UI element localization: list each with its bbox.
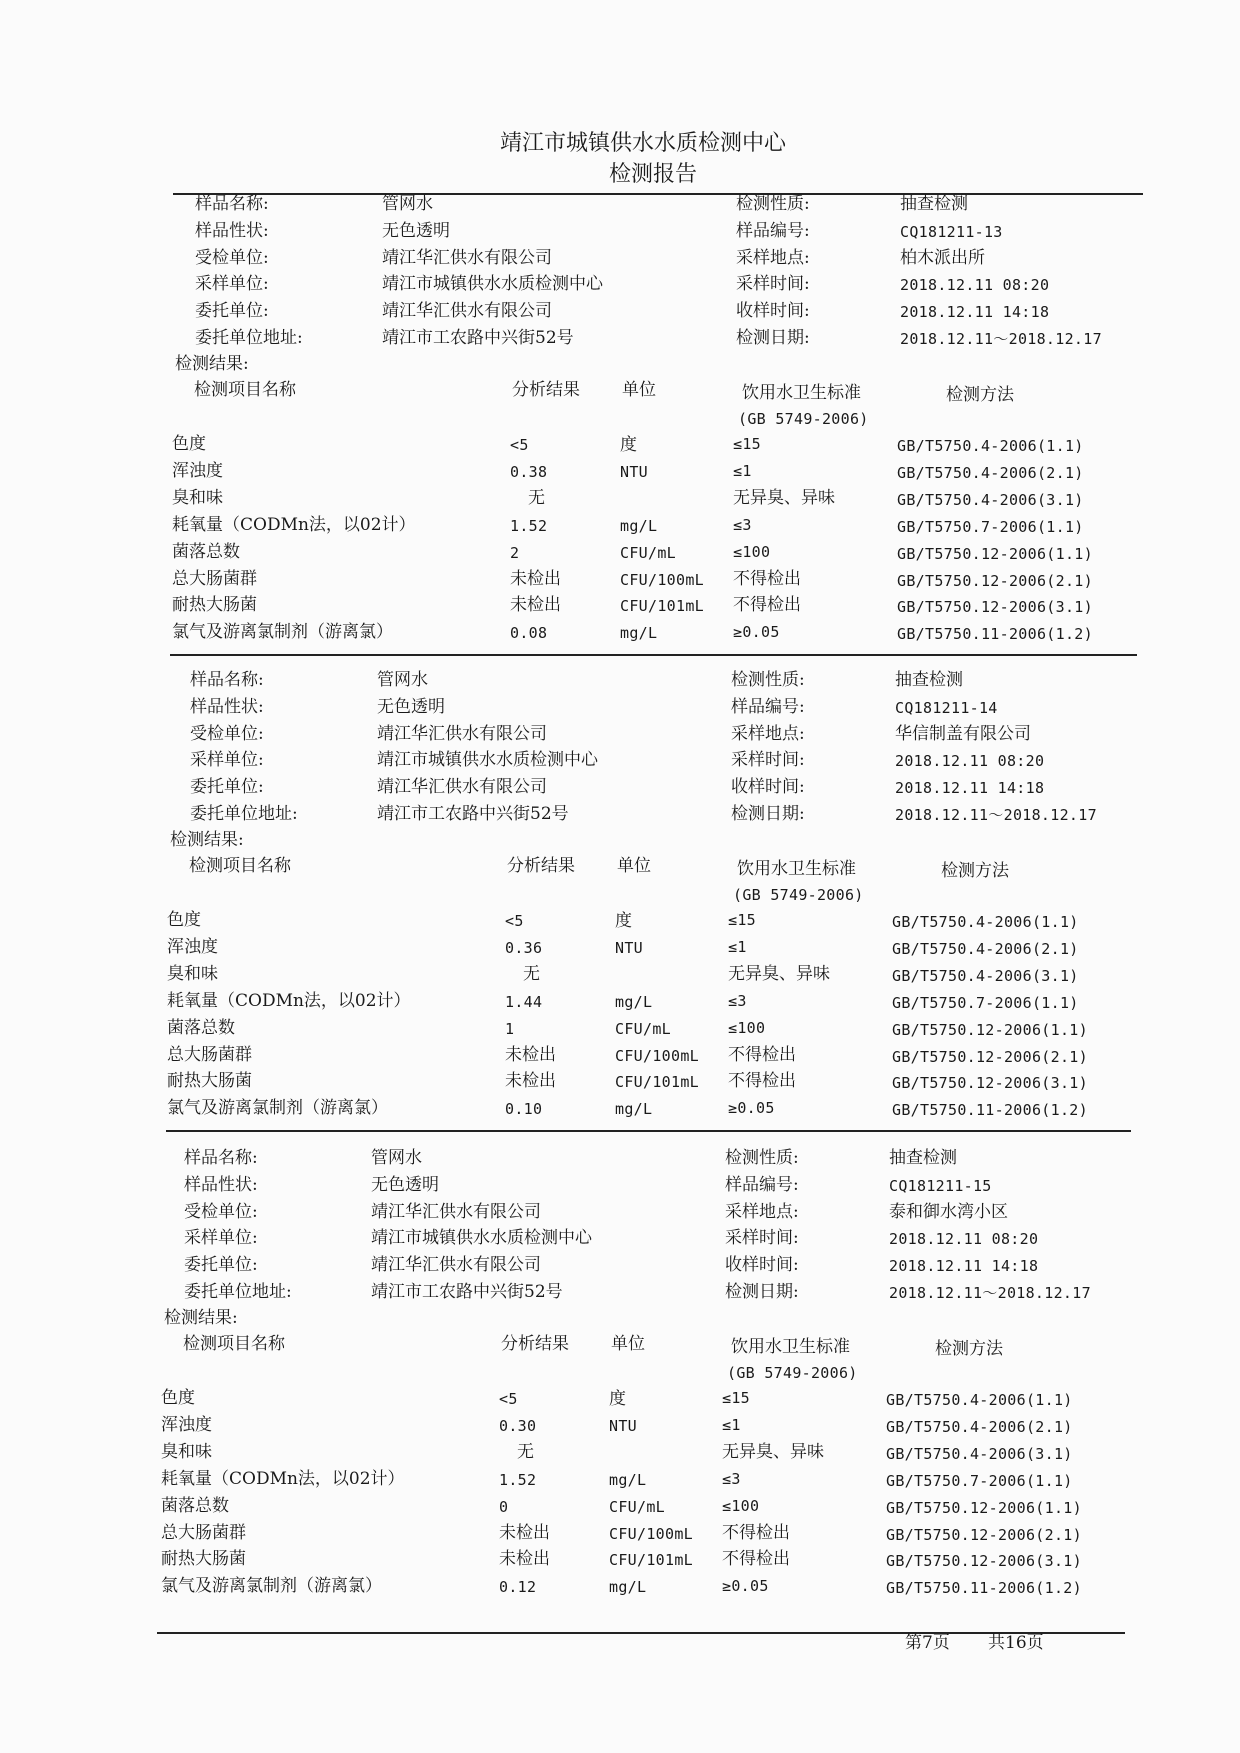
receive-time-label: 收样时间: xyxy=(736,301,810,322)
result-standard: 不得检出 xyxy=(722,1549,790,1570)
sampling-time-value: 2018.12.11 08:20 xyxy=(900,276,1050,295)
result-item: 氯气及游离氯制剂（游离氯） xyxy=(172,622,393,643)
result-unit: CFU/101mL xyxy=(620,597,704,616)
result-item: 耗氧量（CODMn法，以02计） xyxy=(161,1468,405,1489)
col-header-standard: 饮用水卫生标准 xyxy=(737,859,856,879)
client-addr-value: 靖江市工农路中兴街52号 xyxy=(371,1282,563,1302)
client-unit-value: 靖江华汇供水有限公司 xyxy=(382,301,552,322)
result-standard: 不得检出 xyxy=(733,595,801,616)
sampling-unit-label: 采样单位: xyxy=(184,1228,258,1249)
report-subtitle: 检测报告 xyxy=(609,162,698,187)
result-standard: 无异臭、异味 xyxy=(733,487,835,508)
result-value: 1 xyxy=(505,1019,515,1038)
section-rule xyxy=(173,193,1143,195)
sampling-site-value: 华信制盖有限公司 xyxy=(895,723,1031,744)
result-value: 0.36 xyxy=(505,938,543,957)
col-header-result: 分析结果 xyxy=(501,1334,569,1354)
result-unit: 度 xyxy=(620,435,637,455)
sample-state-label: 样品性状: xyxy=(190,696,264,717)
test-date-label: 检测日期: xyxy=(736,328,810,348)
sample-state-label: 样品性状: xyxy=(184,1174,258,1195)
result-standard: ≤15 xyxy=(733,435,761,453)
client-unit-value: 靖江华汇供水有限公司 xyxy=(371,1255,541,1276)
result-standard: 无异臭、异味 xyxy=(728,963,830,984)
result-method: GB/T5750.4-2006(2.1) xyxy=(892,939,1079,958)
result-value: 0.30 xyxy=(499,1416,537,1435)
result-method: GB/T5750.12-2006(3.1) xyxy=(886,1552,1082,1571)
inspected-unit-label: 受检单位: xyxy=(190,723,264,744)
inspected-unit-label: 受检单位: xyxy=(195,247,269,268)
result-standard: 不得检出 xyxy=(722,1522,790,1543)
col-header-standard-ref: (GB 5749-2006) xyxy=(738,410,869,428)
result-method: GB/T5750.12-2006(1.1) xyxy=(886,1498,1082,1517)
result-standard: 不得检出 xyxy=(733,568,801,589)
col-header-standard: 饮用水卫生标准 xyxy=(731,1337,850,1357)
receive-time-value: 2018.12.11 14:18 xyxy=(895,779,1045,798)
result-item: 浑浊度 xyxy=(167,936,218,957)
col-header-item: 检测项目名称 xyxy=(189,856,291,876)
sample-state-value: 无色透明 xyxy=(382,220,450,241)
col-header-standard-ref: (GB 5749-2006) xyxy=(727,1364,858,1382)
result-item: 菌落总数 xyxy=(167,1017,235,1038)
result-item: 总大肠菌群 xyxy=(172,568,257,589)
result-unit: mg/L xyxy=(609,1470,647,1489)
result-item: 总大肠菌群 xyxy=(167,1044,252,1065)
result-standard: ≥0.05 xyxy=(728,1099,775,1118)
inspected-unit-value: 靖江华汇供水有限公司 xyxy=(371,1201,541,1222)
result-item: 浑浊度 xyxy=(172,460,223,481)
result-unit: CFU/mL xyxy=(615,1019,671,1038)
test-nature-label: 检测性质: xyxy=(731,670,805,690)
test-nature-label: 检测性质: xyxy=(736,194,810,214)
result-unit: CFU/100mL xyxy=(620,570,704,589)
sampling-unit-value: 靖江市城镇供水水质检测中心 xyxy=(377,750,598,771)
sampling-time-label: 采样时间: xyxy=(725,1228,799,1249)
result-method: GB/T5750.4-2006(2.1) xyxy=(886,1417,1073,1436)
receive-time-label: 收样时间: xyxy=(725,1255,799,1276)
results-label: 检测结果: xyxy=(175,354,249,374)
result-method: GB/T5750.4-2006(3.1) xyxy=(892,966,1079,985)
test-nature-value: 抽查检测 xyxy=(889,1148,957,1168)
client-addr-value: 靖江市工农路中兴街52号 xyxy=(377,804,569,824)
result-unit: NTU xyxy=(609,1416,637,1435)
result-value: 未检出 xyxy=(505,1071,556,1092)
client-addr-label: 委托单位地址: xyxy=(195,328,303,348)
col-header-standard: 饮用水卫生标准 xyxy=(742,383,861,403)
sampling-site-label: 采样地点: xyxy=(736,247,810,268)
results-label: 检测结果: xyxy=(164,1308,238,1328)
result-item: 臭和味 xyxy=(167,963,218,984)
sampling-site-value: 柏木派出所 xyxy=(900,247,985,268)
result-standard: ≤1 xyxy=(733,461,752,480)
col-header-result: 分析结果 xyxy=(507,856,575,876)
result-item: 臭和味 xyxy=(172,487,223,508)
result-unit: NTU xyxy=(620,462,648,481)
result-standard: ≤1 xyxy=(722,1415,741,1434)
result-unit: mg/L xyxy=(609,1578,647,1597)
col-header-method: 检测方法 xyxy=(941,861,1009,881)
result-method: GB/T5750.4-2006(1.1) xyxy=(886,1391,1073,1409)
result-item: 色度 xyxy=(167,910,201,930)
result-value: 未检出 xyxy=(510,595,561,616)
result-item: 耐热大肠菌 xyxy=(172,595,257,616)
result-method: GB/T5750.11-2006(1.2) xyxy=(886,1579,1082,1598)
result-value: 0 xyxy=(499,1497,509,1516)
client-unit-label: 委托单位: xyxy=(195,301,269,322)
result-unit: mg/L xyxy=(615,992,653,1011)
result-item: 耐热大肠菌 xyxy=(161,1549,246,1570)
receive-time-value: 2018.12.11 14:18 xyxy=(900,303,1050,322)
result-standard: 不得检出 xyxy=(728,1044,796,1065)
result-unit: CFU/mL xyxy=(609,1497,665,1516)
result-value: 无 xyxy=(517,1441,534,1462)
inspected-unit-value: 靖江华汇供水有限公司 xyxy=(377,723,547,744)
result-method: GB/T5750.11-2006(1.2) xyxy=(892,1101,1088,1120)
result-value: 1.44 xyxy=(505,992,543,1011)
result-value: 1.52 xyxy=(510,516,548,535)
result-standard: ≤100 xyxy=(733,542,771,561)
result-item: 臭和味 xyxy=(161,1441,212,1462)
result-method: GB/T5750.12-2006(3.1) xyxy=(897,598,1093,617)
result-value: 无 xyxy=(523,963,540,984)
sample-no-value: CQ181211-14 xyxy=(895,698,998,717)
result-unit: mg/L xyxy=(620,516,658,535)
footer-rule xyxy=(157,1632,1125,1634)
test-nature-label: 检测性质: xyxy=(725,1148,799,1168)
sample-name-label: 样品名称: xyxy=(184,1148,258,1168)
result-item: 耐热大肠菌 xyxy=(167,1071,252,1092)
result-method: GB/T5750.7-2006(1.1) xyxy=(892,993,1079,1012)
result-unit: NTU xyxy=(615,938,643,957)
sampling-time-value: 2018.12.11 08:20 xyxy=(895,752,1045,771)
result-unit: CFU/100mL xyxy=(615,1046,699,1065)
sample-name-value: 管网水 xyxy=(377,670,428,690)
sample-name-value: 管网水 xyxy=(371,1148,422,1168)
sample-name-label: 样品名称: xyxy=(195,194,269,214)
col-header-item: 检测项目名称 xyxy=(183,1334,285,1354)
result-unit: mg/L xyxy=(620,624,658,643)
col-header-method: 检测方法 xyxy=(935,1339,1003,1359)
result-standard: ≤15 xyxy=(722,1389,750,1407)
result-method: GB/T5750.12-2006(1.1) xyxy=(892,1020,1088,1039)
col-header-unit: 单位 xyxy=(622,380,656,400)
result-method: GB/T5750.12-2006(2.1) xyxy=(886,1525,1082,1544)
sample-name-label: 样品名称: xyxy=(190,670,264,690)
section-rule xyxy=(170,654,1137,656)
sampling-time-label: 采样时间: xyxy=(736,274,810,295)
result-item: 菌落总数 xyxy=(161,1495,229,1516)
result-method: GB/T5750.4-2006(1.1) xyxy=(897,437,1084,455)
result-standard: ≤3 xyxy=(722,1469,741,1488)
result-value: 0.08 xyxy=(510,624,548,643)
result-standard: ≤100 xyxy=(722,1496,760,1515)
result-item: 氯气及游离氯制剂（游离氯） xyxy=(161,1576,382,1597)
sampling-site-label: 采样地点: xyxy=(725,1201,799,1222)
page-total: 共16页 xyxy=(988,1633,1044,1653)
client-addr-value: 靖江市工农路中兴街52号 xyxy=(382,328,574,348)
result-standard: ≤3 xyxy=(733,515,752,534)
result-item: 耗氧量（CODMn法，以02计） xyxy=(172,514,416,535)
sampling-unit-value: 靖江市城镇供水水质检测中心 xyxy=(371,1228,592,1249)
result-unit: CFU/100mL xyxy=(609,1524,693,1543)
col-header-unit: 单位 xyxy=(611,1334,645,1354)
result-unit: mg/L xyxy=(615,1100,653,1119)
result-method: GB/T5750.11-2006(1.2) xyxy=(897,625,1093,644)
section-rule xyxy=(166,1130,1131,1132)
test-date-value: 2018.12.11～2018.12.17 xyxy=(889,1284,1091,1302)
client-unit-label: 委托单位: xyxy=(184,1255,258,1276)
result-standard: 不得检出 xyxy=(728,1071,796,1092)
page-number: 第7页 xyxy=(905,1633,950,1653)
result-value: 未检出 xyxy=(505,1044,556,1065)
test-nature-value: 抽查检测 xyxy=(900,194,968,214)
result-value: 2 xyxy=(510,543,520,562)
result-unit: CFU/mL xyxy=(620,543,676,562)
test-nature-value: 抽查检测 xyxy=(895,670,963,690)
result-value: 1.52 xyxy=(499,1470,537,1489)
result-item: 色度 xyxy=(172,434,206,454)
result-standard: ≤100 xyxy=(728,1018,766,1037)
result-unit: 度 xyxy=(615,911,632,931)
sample-no-label: 样品编号: xyxy=(725,1174,799,1195)
result-item: 菌落总数 xyxy=(172,541,240,562)
result-method: GB/T5750.12-2006(1.1) xyxy=(897,544,1093,563)
sampling-unit-label: 采样单位: xyxy=(195,274,269,295)
result-value: 无 xyxy=(528,487,545,508)
result-method: GB/T5750.4-2006(3.1) xyxy=(897,490,1084,509)
result-method: GB/T5750.12-2006(2.1) xyxy=(897,571,1093,590)
sample-no-value: CQ181211-15 xyxy=(889,1176,992,1195)
result-item: 氯气及游离氯制剂（游离氯） xyxy=(167,1098,388,1119)
receive-time-label: 收样时间: xyxy=(731,777,805,798)
result-standard: ≤15 xyxy=(728,911,756,929)
col-header-unit: 单位 xyxy=(617,856,651,876)
result-method: GB/T5750.7-2006(1.1) xyxy=(886,1471,1073,1490)
sample-name-value: 管网水 xyxy=(382,194,433,214)
report-title: 靖江市城镇供水水质检测中心 xyxy=(500,131,787,156)
result-value: <5 xyxy=(505,912,524,930)
result-standard: 无异臭、异味 xyxy=(722,1441,824,1462)
result-value: 0.12 xyxy=(499,1578,537,1597)
result-method: GB/T5750.12-2006(3.1) xyxy=(892,1074,1088,1093)
inspected-unit-value: 靖江华汇供水有限公司 xyxy=(382,247,552,268)
result-value: <5 xyxy=(510,436,529,454)
result-value: 0.38 xyxy=(510,462,548,481)
sampling-unit-label: 采样单位: xyxy=(190,750,264,771)
sample-no-label: 样品编号: xyxy=(731,696,805,717)
sampling-unit-value: 靖江市城镇供水水质检测中心 xyxy=(382,274,603,295)
results-label: 检测结果: xyxy=(170,830,244,850)
result-value: 未检出 xyxy=(499,1549,550,1570)
sampling-time-value: 2018.12.11 08:20 xyxy=(889,1230,1039,1249)
sampling-site-value: 泰和御水湾小区 xyxy=(889,1201,1008,1222)
sample-state-label: 样品性状: xyxy=(195,220,269,241)
client-addr-label: 委托单位地址: xyxy=(190,804,298,824)
result-standard: ≥0.05 xyxy=(722,1577,769,1596)
client-unit-label: 委托单位: xyxy=(190,777,264,798)
test-date-value: 2018.12.11～2018.12.17 xyxy=(895,806,1097,824)
result-item: 色度 xyxy=(161,1388,195,1408)
receive-time-value: 2018.12.11 14:18 xyxy=(889,1257,1039,1276)
result-item: 总大肠菌群 xyxy=(161,1522,246,1543)
result-method: GB/T5750.4-2006(2.1) xyxy=(897,463,1084,482)
result-standard: ≤3 xyxy=(728,991,747,1010)
sample-no-value: CQ181211-13 xyxy=(900,222,1003,241)
col-header-standard-ref: (GB 5749-2006) xyxy=(733,886,864,904)
result-standard: ≤1 xyxy=(728,937,747,956)
result-value: <5 xyxy=(499,1390,518,1408)
result-method: GB/T5750.12-2006(2.1) xyxy=(892,1047,1088,1066)
result-value: 0.10 xyxy=(505,1100,543,1119)
sample-state-value: 无色透明 xyxy=(371,1174,439,1195)
result-method: GB/T5750.4-2006(3.1) xyxy=(886,1444,1073,1463)
client-addr-label: 委托单位地址: xyxy=(184,1282,292,1302)
result-unit: CFU/101mL xyxy=(615,1073,699,1092)
test-date-value: 2018.12.11～2018.12.17 xyxy=(900,330,1102,348)
result-method: GB/T5750.4-2006(1.1) xyxy=(892,913,1079,931)
sample-state-value: 无色透明 xyxy=(377,696,445,717)
result-item: 浑浊度 xyxy=(161,1414,212,1435)
col-header-result: 分析结果 xyxy=(512,380,580,400)
sample-no-label: 样品编号: xyxy=(736,220,810,241)
result-unit: CFU/101mL xyxy=(609,1551,693,1570)
sampling-time-label: 采样时间: xyxy=(731,750,805,771)
result-method: GB/T5750.7-2006(1.1) xyxy=(897,517,1084,536)
col-header-item: 检测项目名称 xyxy=(194,380,296,400)
result-value: 未检出 xyxy=(499,1522,550,1543)
test-date-label: 检测日期: xyxy=(731,804,805,824)
result-unit: 度 xyxy=(609,1389,626,1409)
result-item: 耗氧量（CODMn法，以02计） xyxy=(167,990,411,1011)
inspected-unit-label: 受检单位: xyxy=(184,1201,258,1222)
result-value: 未检出 xyxy=(510,568,561,589)
result-standard: ≥0.05 xyxy=(733,623,780,642)
test-date-label: 检测日期: xyxy=(725,1282,799,1302)
col-header-method: 检测方法 xyxy=(946,385,1014,405)
client-unit-value: 靖江华汇供水有限公司 xyxy=(377,777,547,798)
sampling-site-label: 采样地点: xyxy=(731,723,805,744)
